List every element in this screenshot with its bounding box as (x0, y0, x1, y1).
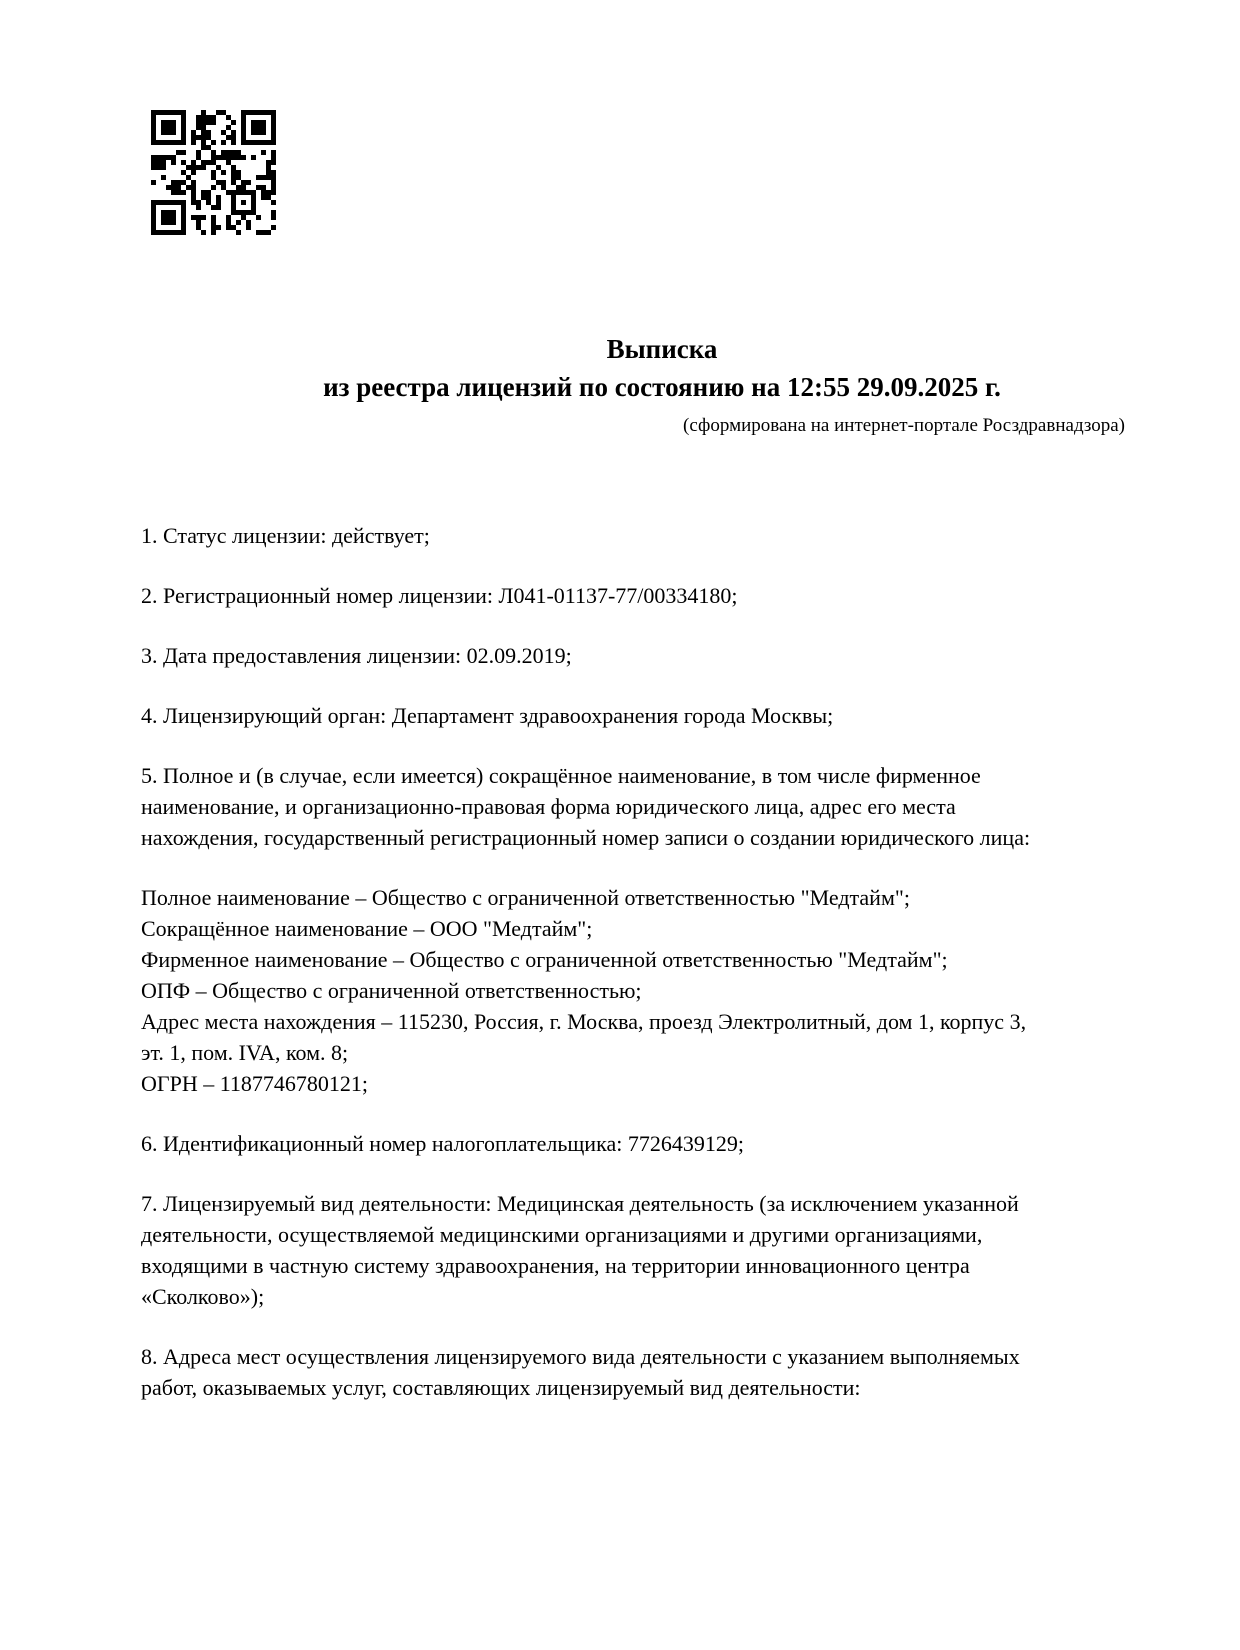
item-2-reg-number (141, 580, 1201, 611)
text-line: «Сколково»); (141, 1284, 265, 1309)
text-line: 4. Лицензирующий орган: Департамент здравоохранения города Москвы; (141, 703, 834, 728)
qr-code-icon (150, 109, 277, 236)
text-line: 3. Дата предоставления лицензии: 02.09.2019; (141, 643, 572, 668)
text-line: деятельности, осуществляемой медицинскими организациями и другими организациями, (141, 1222, 983, 1247)
text-line: наименование, и организационно-правовая форма юридического лица, адрес его места (141, 794, 956, 819)
text-line: входящими в частную систему здравоохранения, на территории инновационного центра (141, 1253, 970, 1278)
document-body (141, 520, 1201, 1403)
item-6-inn (141, 1128, 1201, 1159)
item-8-addresses (141, 1341, 1201, 1403)
brand-name-line: Фирменное наименование – Общество с ограниченной ответственностью "Медтайм"; (141, 947, 948, 972)
formation-note: (сформирована на интернет-портале Росздравнадзора) (683, 415, 1125, 436)
short-name-line: Сокращённое наименование – ООО "Медтайм"; (141, 916, 593, 941)
ogrn-line: ОГРН – 1187746780121; (141, 1071, 369, 1096)
org-names-block (141, 882, 1201, 1099)
address-line-2: эт. 1, пом. IVA, ком. 8; (141, 1040, 349, 1065)
address-line-1: Адрес места нахождения – 115230, Россия, г. Москва, проезд Электролитный, дом 1, корпус 3, (141, 1009, 1027, 1034)
title-line-1: Выписка (606, 334, 718, 364)
item-5-names-heading (141, 760, 1201, 853)
text-line: работ, оказываемых услуг, составляющих лицензируемый вид деятельности: (141, 1375, 861, 1400)
title-line-2: из реестра лицензий по состоянию на 12:55 29.09.2025 г. (323, 372, 1001, 402)
item-1-status (141, 520, 1201, 551)
text-line: 1. Статус лицензии: действует; (141, 523, 430, 548)
item-4-licensing-authority (141, 700, 1201, 731)
text-line: 7. Лицензируемый вид деятельности: Медицинская деятельность (за исключением указанной (141, 1191, 1019, 1216)
opf-line: ОПФ – Общество с ограниченной ответственностью; (141, 978, 642, 1003)
document-title (141, 330, 1183, 406)
full-name-line: Полное наименование – Общество с ограниченной ответственностью "Медтайм"; (141, 885, 910, 910)
text-line: 8. Адреса мест осуществления лицензируемого вида деятельности с указанием выполняемых (141, 1344, 1020, 1369)
text-line: 6. Идентификационный номер налогоплательщика: 7726439129; (141, 1131, 744, 1156)
item-7-activity-type (141, 1188, 1201, 1312)
item-3-license-date (141, 640, 1201, 671)
text-line: 2. Регистрационный номер лицензии: Л041-01137-77/00334180; (141, 583, 738, 608)
text-line: 5. Полное и (в случае, если имеется) сокращённое наименование, в том числе фирменное (141, 763, 981, 788)
text-line: нахождения, государственный регистрационный номер записи о создании юридического лица: (141, 825, 1031, 850)
